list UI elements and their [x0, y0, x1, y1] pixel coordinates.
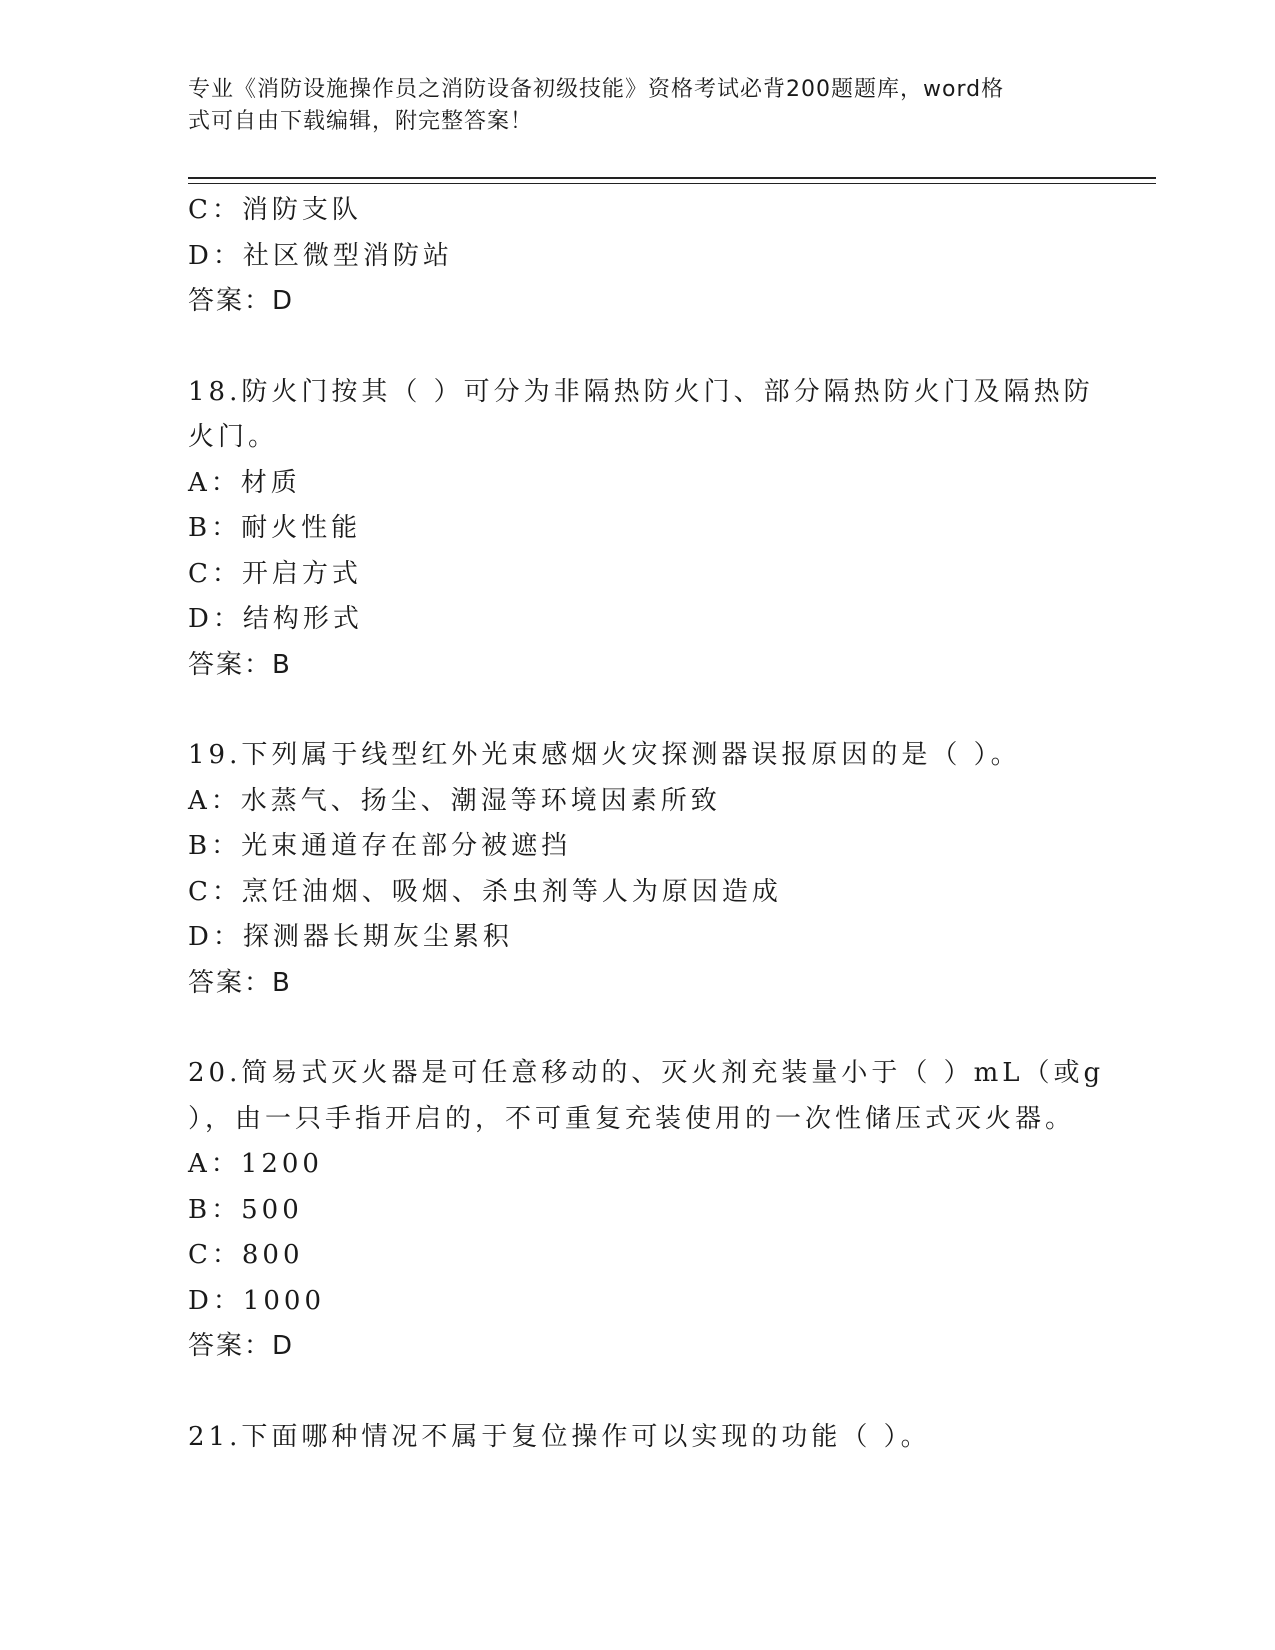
- option-d: D：1000: [188, 1285, 326, 1316]
- question-19: [188, 733, 1088, 1006]
- option-a: A：水蒸气、扬尘、潮湿等环境因素所致: [188, 785, 721, 816]
- option-d: D：社区微型消防站: [188, 240, 453, 271]
- answer: 答案：D: [188, 1331, 295, 1361]
- option-c: C：消防支队: [188, 195, 362, 225]
- question-stem-cont: ），由一只手指开启的，不可重复充装使用的一次性储压式灭火器。: [188, 1103, 1076, 1134]
- option-c: C：开启方式: [188, 558, 362, 589]
- exam-content: [188, 188, 1105, 1460]
- question-18: [188, 370, 1094, 689]
- question-21: [188, 1415, 1088, 1461]
- option-d: D：结构形式: [188, 604, 363, 634]
- question-stem: 20.简易式灭火器是可任意移动的、灭火剂充装量小于（ ）mL（或g: [188, 1058, 1105, 1088]
- question-stem: 19.下列属于线型红外光束感烟火灾探测器误报原因的是（ ）。: [188, 740, 1021, 770]
- option-b: B：光束通道存在部分被遮挡: [188, 831, 572, 861]
- header-line-2: 式可自由下载编辑，附完整答案！: [188, 109, 534, 134]
- question-17-tail: [188, 188, 1088, 325]
- option-b: B：耐火性能: [188, 513, 362, 543]
- header-rule-thick: [188, 177, 1156, 179]
- question-stem: 18.防火门按其（ ）可分为非隔热防火门、部分隔热防火门及隔热防: [188, 376, 1094, 407]
- question-stem-cont: 火门。: [188, 422, 279, 452]
- option-c: C：800: [188, 1240, 304, 1270]
- option-d: D：探测器长期灰尘累积: [188, 922, 513, 952]
- option-b: B：500: [188, 1194, 303, 1225]
- question-stem: 21.下面哪种情况不属于复位操作可以实现的功能（ ）。: [188, 1421, 931, 1452]
- option-a: A：1200: [188, 1149, 323, 1179]
- answer: 答案：B: [188, 649, 292, 680]
- option-c: C：烹饪油烟、吸烟、杀虫剂等人为原因造成: [188, 876, 782, 907]
- page-header: [188, 74, 1068, 138]
- question-20: [188, 1051, 1105, 1370]
- option-a: A：材质: [188, 467, 301, 498]
- header-line-1: 专业《消防设施操作员之消防设备初级技能》资格考试必背200题题库，word格: [188, 77, 1005, 102]
- header-rule-thin: [188, 183, 1156, 184]
- answer: 答案：D: [188, 286, 295, 316]
- answer: 答案：B: [188, 967, 292, 998]
